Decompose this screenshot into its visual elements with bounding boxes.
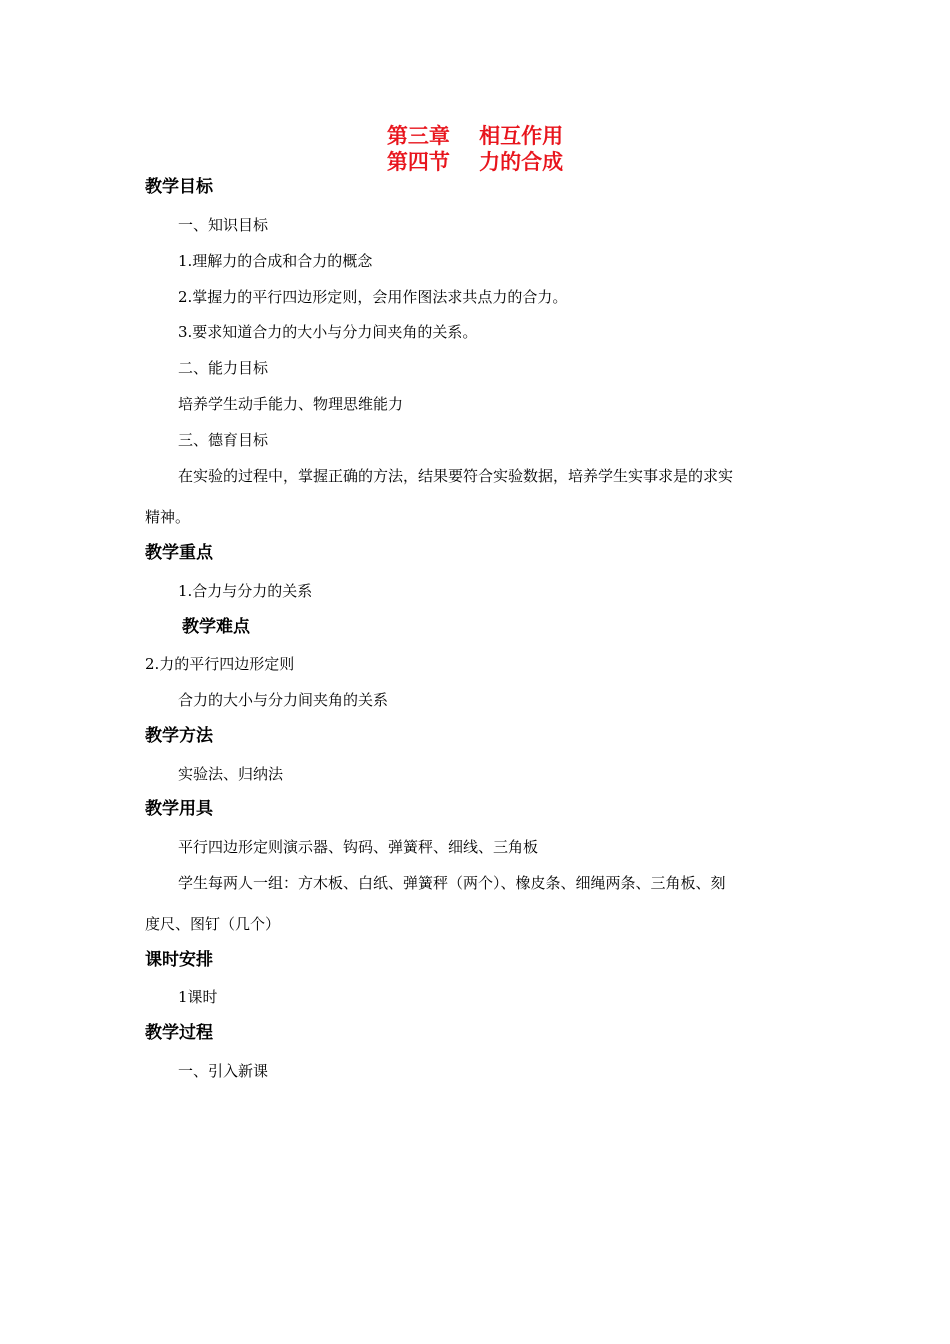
- section-title: 第四节 力的合成: [386, 150, 564, 174]
- ability-goal-heading: 二、能力目标: [178, 359, 269, 377]
- moral-goal-heading: 三、德育目标: [178, 431, 269, 449]
- key-point-item: 1.合力与分力的关系: [178, 582, 313, 600]
- difficulty-item-1: 2.力的平行四边形定则: [145, 655, 295, 673]
- moral-goal-text-line1: 在实验的过程中，掌握正确的方法，结果要符合实验数据，培养学生实事求是的求实: [178, 467, 734, 485]
- difficulties-heading: 教学难点: [182, 617, 250, 637]
- tools-heading: 教学用具: [145, 799, 213, 819]
- knowledge-item-1: 1.理解力的合成和合力的概念: [178, 252, 373, 270]
- process-text: 一、引入新课: [178, 1062, 269, 1080]
- difficulty-item-2: 合力的大小与分力间夹角的关系: [178, 691, 389, 709]
- ability-goal-text: 培养学生动手能力、物理思维能力: [178, 395, 404, 413]
- schedule-text: 1课时: [178, 988, 218, 1006]
- methods-text: 实验法、归纳法: [178, 765, 284, 783]
- schedule-heading: 课时安排: [145, 950, 213, 970]
- key-points-heading: 教学重点: [145, 543, 213, 563]
- tools-text-2-line2: 度尺、图钉（几个）: [145, 915, 281, 933]
- moral-goal-text-line2: 精神。: [145, 508, 191, 526]
- tools-text-2-line1: 学生每两人一组：方木板、白纸、弹簧秤（两个）、橡皮条、细绳两条、三角板、刻: [178, 874, 726, 892]
- methods-heading: 教学方法: [145, 726, 213, 746]
- knowledge-goal-heading: 一、知识目标: [178, 216, 269, 234]
- chapter-title: 第三章 相互作用: [386, 124, 564, 148]
- knowledge-item-2: 2.掌握力的平行四边形定则，会用作图法求共点力的合力。: [178, 288, 568, 306]
- process-heading: 教学过程: [145, 1023, 213, 1043]
- goals-heading: 教学目标: [145, 177, 213, 197]
- knowledge-item-3: 3.要求知道合力的大小与分力间夹角的关系。: [178, 323, 478, 341]
- tools-text-1: 平行四边形定则演示器、钩码、弹簧秤、细线、三角板: [178, 838, 539, 856]
